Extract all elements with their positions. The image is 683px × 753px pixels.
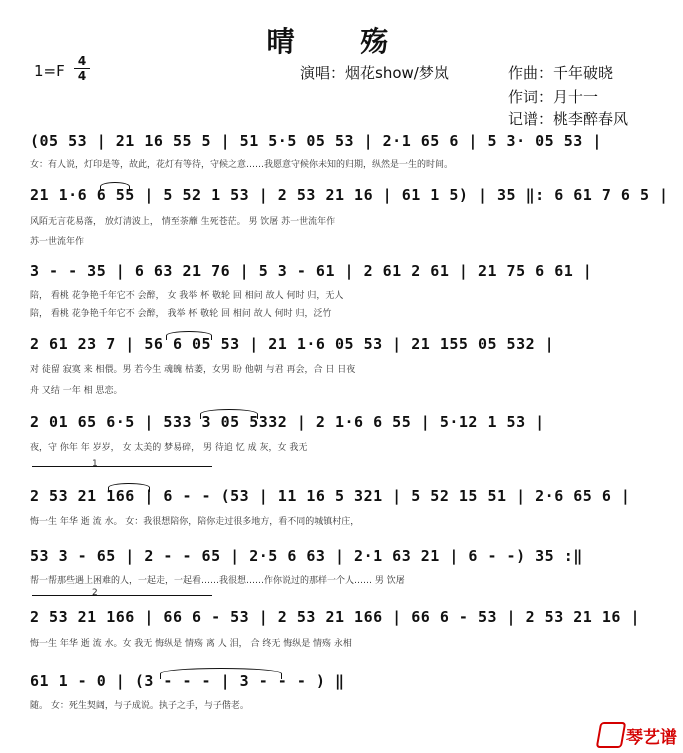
notation-row-7: 53 3 - 65 | 2 - - 65 | 2·5 6 63 | 2·1 63 21 | 6 - -) 35 :‖ bbox=[30, 547, 583, 565]
lyric-row-9: 随。 女：死生契阔，与子成说。执子之手，与子偕老。 bbox=[30, 701, 249, 711]
notation-row-4: 2 61 23 7 | 56 6 05 53 | 21 1·6 05 53 | 21 155 05 532 | bbox=[30, 335, 555, 353]
singer-credit: 演唱：烟花show/梦岚 bbox=[300, 64, 449, 82]
lyric-row-7: 帮一帮那些遇上困难的人，一起走，一起看……我很想……作你说过的那样一个人…… 男 饮屠 bbox=[30, 576, 405, 586]
slur-arc bbox=[160, 668, 282, 679]
volta-1-label: 1 bbox=[92, 459, 98, 469]
key-signature: 1=F bbox=[34, 62, 65, 80]
notation-row-5: 2 01 65 6·5 | 533 3 05 5332 | 2 1·6 6 55 | 5·12 1 53 | bbox=[30, 413, 545, 431]
notation-row-9: 61 1 - 0 | (3 - - - | 3 - - - ) ‖ bbox=[30, 672, 345, 690]
slur-arc bbox=[166, 331, 212, 340]
lyric-row-2b: 苏一世流年作 bbox=[30, 237, 85, 247]
volta-2-line bbox=[32, 595, 212, 596]
lyric-row-4b: 舟 又结 一年 相 思恋。 bbox=[30, 386, 123, 396]
notation-row-8: 2 53 21 166 | 66 6 - 53 | 2 53 21 166 | 66 6 - 53 | 2 53 21 16 | bbox=[30, 608, 640, 626]
slur-arc bbox=[200, 409, 258, 419]
site-logo bbox=[598, 722, 678, 748]
notation-row-1: (05 53 | 21 16 55 5 | 51 5·5 05 53 | 2·1 65 6 | 5 3· 05 53 | bbox=[30, 132, 602, 150]
notation-row-6: 2 53 21 166 | 6 - - (53 | 11 16 5 321 | 5 52 15 51 | 2·6 65 6 | bbox=[30, 487, 631, 505]
lyric-row-2a: 风陌无言花易落， 放灯清波上， 情至荼蘼 生死苍茫。 男 饮屠 苏一世流年作 bbox=[30, 217, 336, 227]
slur-arc bbox=[100, 182, 130, 191]
lyric-row-6: 悔一生 年华 逝 流 水。 女：我很想陪你，陪你走过很多地方，看不同的城镇村庄， bbox=[30, 517, 360, 527]
lyric-row-3b: 陪， 看桃 花争艳千年它不 会醉， 我举 杯 敬轮 回 相问 故人 何时 归，泛竹 bbox=[30, 309, 332, 319]
lyric-row-8: 悔一生 年华 逝 流 水。女 我无 悔纵是 情殇 离 人 泪， 合 终无 悔纵是 情殇 永相 bbox=[30, 639, 352, 649]
meter-bottom: 4 bbox=[77, 69, 87, 83]
notation-row-3: 3 - - 35 | 6 63 21 76 | 5 3 - 61 | 2 61 2 61 | 21 75 6 61 | bbox=[30, 262, 593, 280]
time-signature bbox=[72, 55, 92, 82]
lyric-row-1: 女：有人说，灯印是等，故此，花灯有等待，守候之意……我愿意守候你未知的归期，纵然是一生的时间。 bbox=[30, 160, 454, 170]
logo-icon bbox=[596, 722, 627, 748]
lyric-row-3a: 陪， 看桃 花争艳千年它不 会醉， 女 我举 杯 敬轮 回 相问 故人 何时 归，无人 bbox=[30, 291, 344, 301]
volta-2-label: 2 bbox=[92, 588, 98, 598]
notation-row-2: 21 1·6 6 55 | 5 52 1 53 | 2 53 21 16 | 61 1 5) | 35 ‖: 6 61 7 6 5 | bbox=[30, 186, 669, 204]
logo-text: 琴艺谱 bbox=[626, 728, 677, 748]
slur-arc bbox=[108, 483, 150, 492]
lyric-row-5: 夜，守 你年 年 岁岁， 女 太美的 梦易碎， 男 待追 忆 成 灰，女 我无 bbox=[30, 443, 308, 453]
page-title: 晴 殇 bbox=[266, 25, 417, 58]
lyricist-credit: 作词：月十一 bbox=[508, 88, 599, 106]
lyric-row-4a: 对 徒留 寂寞 来 相偎。男 若今生 魂魄 枯萎，女男 盼 他朝 与君 再会，合 日 日夜 bbox=[30, 365, 356, 375]
transcriber-credit: 记谱：桃李醉春风 bbox=[508, 110, 629, 128]
composer-credit: 作曲：千年破晓 bbox=[508, 64, 614, 82]
meter-top: 4 bbox=[77, 54, 87, 68]
volta-1-line bbox=[32, 466, 212, 467]
